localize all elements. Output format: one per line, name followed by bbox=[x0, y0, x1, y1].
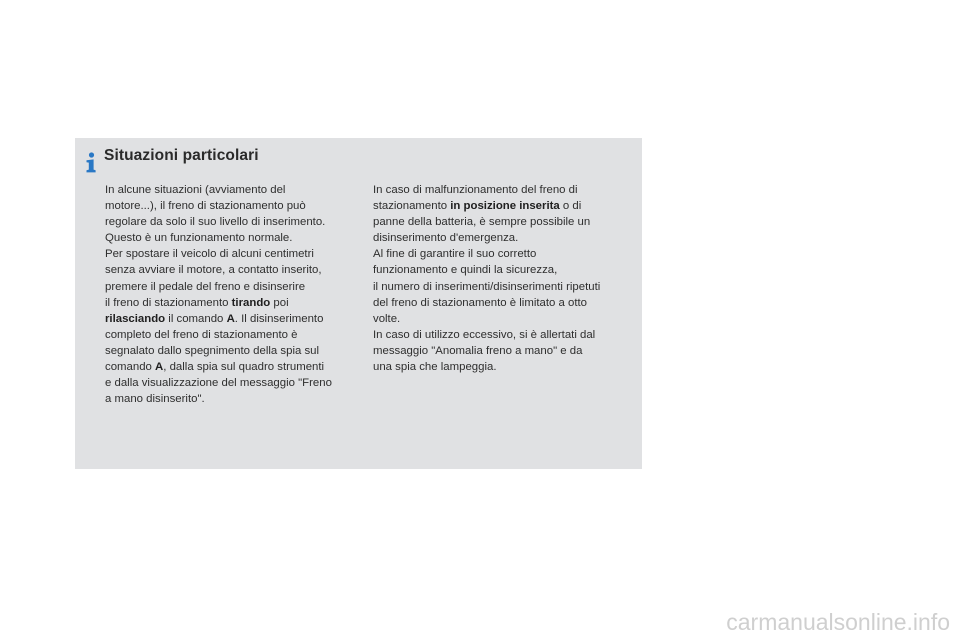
text-line bbox=[105, 343, 360, 359]
text-line bbox=[105, 279, 360, 295]
text-line bbox=[373, 343, 628, 359]
text-segment: panne della batteria, è sempre possibile un bbox=[373, 216, 591, 229]
text-segment: del freno di stazionamento è limitato a otto bbox=[373, 296, 588, 309]
text-line bbox=[373, 327, 628, 343]
text-segment: Al fine di garantire il suo corretto bbox=[373, 248, 537, 261]
section-title: Situazioni particolari bbox=[104, 147, 259, 164]
text-segment: messaggio "Anomalia freno a mano" e da bbox=[373, 344, 583, 357]
text-line bbox=[105, 375, 360, 391]
right-column bbox=[373, 182, 628, 375]
text-segment: o di bbox=[559, 200, 582, 213]
text-segment: , dalla spia sul quadro strumenti bbox=[163, 361, 325, 374]
text-segment: il numero di inserimenti/disinserimenti ripetuti bbox=[373, 280, 601, 293]
text-segment: In alcune situazioni (avviamento del bbox=[105, 184, 286, 196]
text-line bbox=[373, 246, 628, 262]
text-segment: volte. bbox=[373, 312, 401, 325]
text-segment: premere il pedale del freno e disinserire bbox=[105, 280, 306, 293]
text-line bbox=[373, 279, 628, 295]
left-column bbox=[105, 182, 360, 407]
text-segment: stazionamento bbox=[373, 200, 451, 213]
bold-text: A bbox=[155, 361, 164, 374]
text-line bbox=[105, 230, 360, 246]
bold-text: in posizione inserita bbox=[450, 200, 560, 213]
info-box bbox=[75, 138, 642, 469]
text-segment: e dalla visualizzazione del messaggio "Freno bbox=[105, 377, 332, 390]
text-segment: In caso di utilizzo eccessivo, si è allertati dal bbox=[373, 328, 596, 341]
text-line bbox=[373, 182, 628, 198]
text-segment: a mano disinserito". bbox=[105, 393, 205, 406]
text-segment: disinserimento d'emergenza. bbox=[373, 232, 519, 245]
text-segment: comando bbox=[105, 361, 156, 374]
text-line bbox=[373, 198, 628, 214]
text-line bbox=[105, 262, 360, 278]
text-line bbox=[373, 214, 628, 230]
text-segment: . Il disinserimento bbox=[234, 312, 324, 325]
text-segment: una spia che lampeggia. bbox=[373, 361, 497, 374]
text-segment: Questo è un funzionamento normale. bbox=[105, 232, 293, 245]
text-segment: segnalato dallo spegnimento della spia sul bbox=[105, 344, 320, 357]
text-line bbox=[373, 230, 628, 246]
text-line bbox=[105, 214, 360, 230]
text-segment: senza avviare il motore, a contatto inserito, bbox=[105, 264, 322, 277]
text-segment: motore...), il freno di stazionamento può bbox=[105, 200, 306, 213]
bold-text: A bbox=[226, 312, 235, 325]
text-segment: regolare da solo il suo livello di inserimento. bbox=[105, 216, 326, 229]
text-line bbox=[105, 295, 360, 311]
text-segment: poi bbox=[270, 296, 289, 309]
text-segment: il freno di stazionamento bbox=[105, 296, 232, 309]
info-icon bbox=[83, 152, 99, 173]
text-segment: il comando bbox=[165, 312, 227, 325]
text-line bbox=[373, 262, 628, 278]
watermark: carmanualsonline.info bbox=[726, 609, 950, 635]
text-line bbox=[105, 327, 360, 343]
text-line bbox=[105, 311, 360, 327]
text-segment: funzionamento e quindi la sicurezza, bbox=[373, 264, 558, 277]
bold-text: rilasciando bbox=[105, 312, 166, 325]
text-line bbox=[105, 246, 360, 262]
text-segment: In caso di malfunzionamento del freno di bbox=[373, 184, 578, 196]
bold-text: tirando bbox=[231, 296, 271, 309]
text-line bbox=[373, 359, 628, 375]
text-line bbox=[105, 391, 360, 407]
text-line bbox=[105, 182, 360, 198]
text-segment: completo del freno di stazionamento è bbox=[105, 328, 298, 341]
text-segment: Per spostare il veicolo di alcuni centimetri bbox=[105, 248, 314, 261]
text-line bbox=[373, 311, 628, 327]
text-line bbox=[105, 198, 360, 214]
text-line bbox=[373, 295, 628, 311]
text-line bbox=[105, 359, 360, 375]
